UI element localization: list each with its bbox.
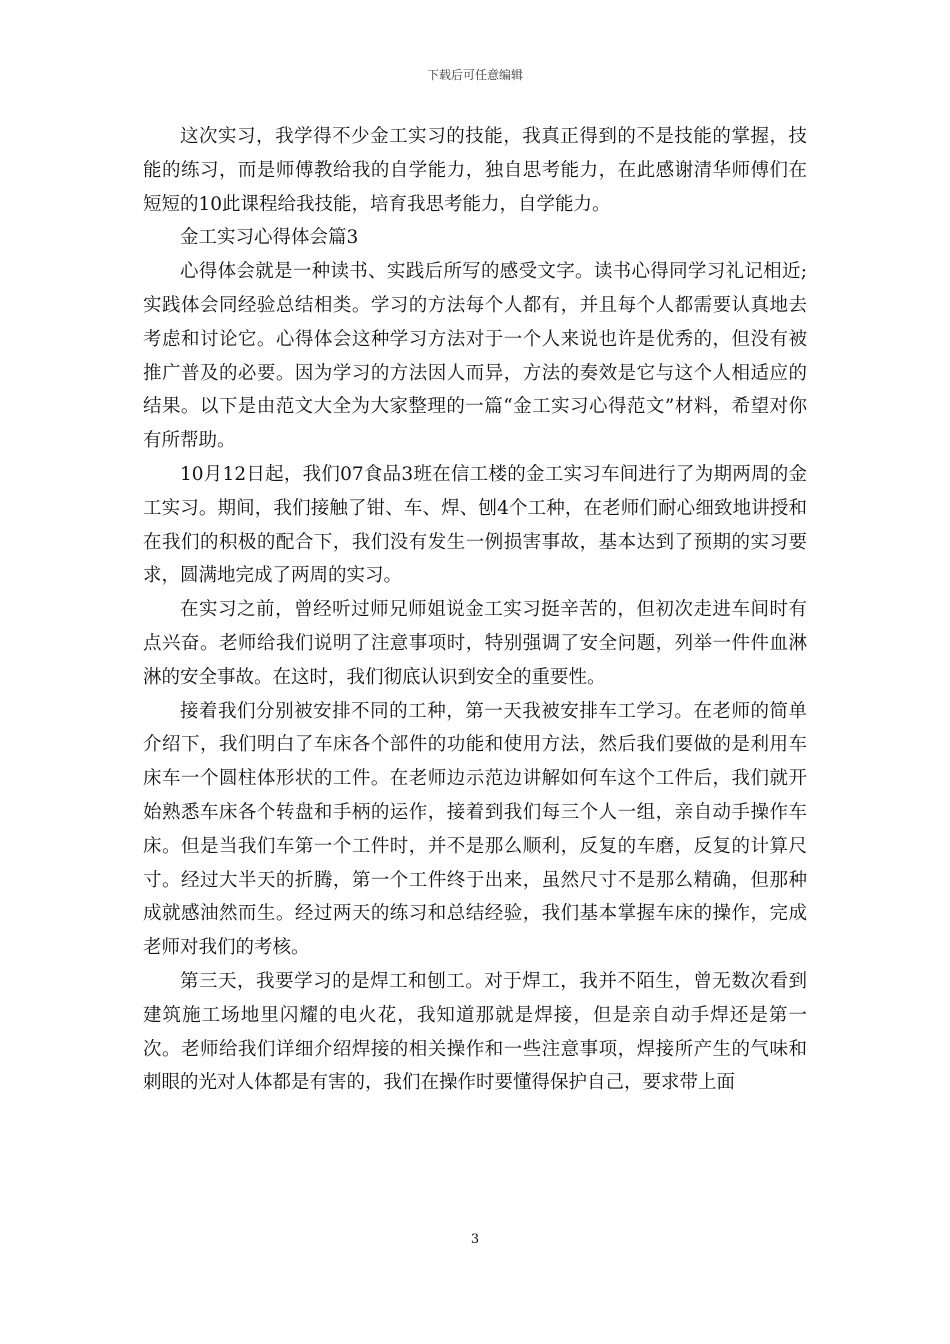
- paragraph-1: 这次实习，我学得不少金工实习的技能，我真正得到的不是技能的掌握，技能的练习，而是师傅教给我的自学能力，独自思考能力，在此感谢清华师傅们在短短的10此课程给我技能，培育我思考能力，自学能力。: [143, 126, 807, 215]
- section-heading: 金工实习心得体会篇3: [180, 227, 359, 249]
- paragraph-4: 在实习之前，曾经听过师兄师姐说金工实习挺辛苦的，但初次走进车间时有点兴奋。老师给我们说明了注意事项时，特别强调了安全问题，列举一件件血淋淋的安全事故。在这时，我们彻底认识到安全的重要性。: [143, 599, 807, 688]
- paragraph-2: 心得体会就是一种读书、实践后所写的感受文字。读书心得同学习礼记相近;实践体会同经验总结相类。学习的方法每个人都有，并且每个人都需要认真地去考虑和讨论它。心得体会这种学习方法对于一个人来说也许是优秀的，但没有被推广普及的必要。因为学习的方法因人而异，方法的奏效是它与这个人相适应的结果。以下是由范文大全为大家整理的一篇“金工实习心得范文”材料，希望对你有所帮助。: [143, 261, 807, 452]
- document-body: [143, 120, 807, 1100]
- paragraph-3: 10月12日起，我们07食品3班在信工楼的金工实习车间进行了为期两周的金工实习。期间，我们接触了钳、车、焊、刨4个工种，在老师们耐心细致地讲授和在我们的积极的配合下，我们没有发生一例损害事故，基本达到了预期的实习要求，圆满地完成了两周的实习。: [143, 463, 807, 587]
- page-number: 3: [470, 1232, 480, 1247]
- page-header: 下载后可任意编辑: [426, 68, 523, 82]
- paragraph-6: 第三天，我要学习的是焊工和刨工。对于焊工，我并不陌生，曾无数次看到建筑施工场地里闪耀的电火花，我知道那就是焊接，但是亲自动手焊还是第一次。老师给我们详细介绍焊接的相关操作和一些注意事项，焊接所产生的气味和刺眼的光对人体都是有害的，我们在操作时要懂得保护自己，要求带上面: [143, 970, 807, 1094]
- paragraph-5: 接着我们分别被安排不同的工种，第一天我被安排车工学习。在老师的简单介绍下，我们明白了车床各个部件的功能和使用方法，然后我们要做的是利用车床车一个圆柱体形状的工件。在老师边示范边讲解如何车这个工件后，我们就开始熟悉车床各个转盘和手柄的运作，接着到我们每三个人一组，亲自动手操作车床。但是当我们车第一个工件时，并不是那么顺利，反复的车磨，反复的计算尺寸。经过大半天的折腾，第一个工件终于出来，虽然尺寸不是那么精确，但那种成就感油然而生。经过两天的练习和总结经验，我们基本掌握车床的操作，完成老师对我们的考核。: [143, 700, 807, 959]
